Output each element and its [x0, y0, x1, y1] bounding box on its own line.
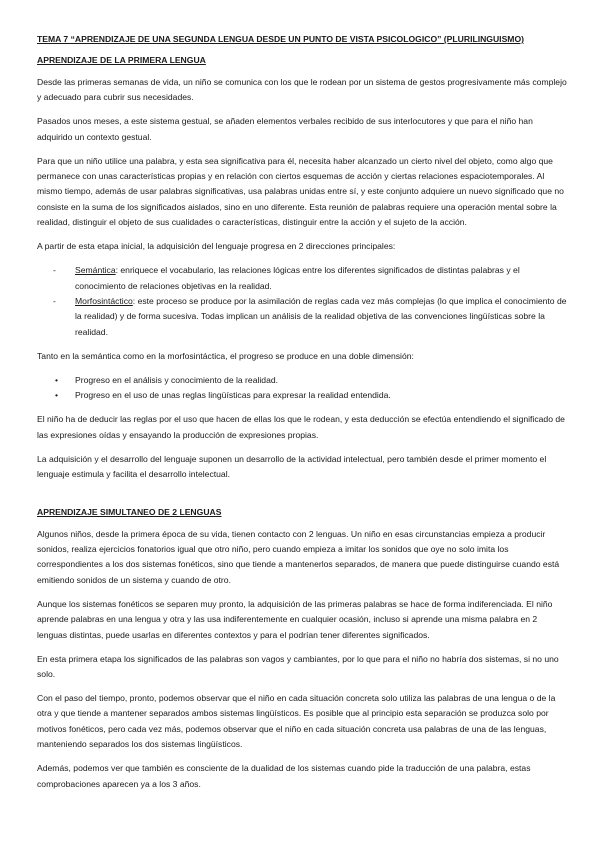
list-item: • Progreso en el uso de unas reglas lingüísticas para expresar la realidad entendida.: [37, 388, 567, 403]
section-heading-simultaneous: APRENDIZAJE SIMULTANEO DE 2 LENGUAS: [37, 507, 222, 518]
list-item-text: : enriquece el vocabulario, las relaciones lógicas entre los diferentes significados de distintas palabras y el conocimiento de relaciones objetivas en la realidad.: [75, 265, 520, 291]
list-item-text: : este proceso se produce por la asimilación de reglas cada vez más complejas (lo que implica el conocimiento de la realidad) y de forma sucesiva. Todas implican un análisis de la realidad objetiva de las convenciones lingüísticas sobre la realidad.: [75, 296, 567, 337]
progress-list: [37, 373, 567, 404]
directions-list: [37, 263, 567, 340]
paragraph: La adquisición y el desarrollo del lenguaje suponen un desarrollo de la actividad intelectual, pero también desde el primer momento el lenguaje estimula y facilita el desarrollo intelectual.: [37, 453, 547, 480]
list-item: • Progreso en el análisis y conocimiento de la realidad.: [37, 373, 567, 388]
paragraph: Además, podemos ver que también es consciente de la dualidad de los sistemas cuando pide la traducción de una palabra, estas comprobaciones aparecen ya a los 3 años.: [37, 763, 531, 789]
section-heading-first-language: APRENDIZAJE DE LA PRIMERA LENGUA: [37, 55, 206, 66]
paragraph: El niño ha de deducir las reglas por el uso que hacen de ellas los que le rodean, y esta deducción se efectúa entendiendo el significado de las expresiones oídas y ensayando la producción de expresiones propias.: [37, 414, 565, 440]
term-morfosintactico: Morfosintáctico: [75, 296, 133, 307]
paragraph: A partir de esta etapa inicial, la adquisición del lenguaje progresa en 2 direcciones principales:: [37, 241, 396, 252]
paragraph: Con el paso del tiempo, pronto, podemos observar que el niño en cada situación concreta solo utiliza las palabras de una lengua o de la otra y que tiende a mantener separados ambos sistemas lingüísticos. Es posible que al principio esta separación se produzca solo por motivos fonéticos, pero cada vez más, podemos observar que el niño en cada situación concreta usa palabras de una de las lenguas, manteniendo separados los dos sistemas lingüísticos.: [37, 692, 556, 750]
paragraph: Aunque los sistemas fonéticos se separen muy pronto, la adquisición de las primeras palabras se hace de forma indiferenciada. El niño aprende palabras en una lengua y otra y las usa indiferentemente en cualquier ocasión, incluso si aprende una misma palabra en 2 lenguas distintas, puede usarlas en diferentes contextos y para el podrían tener diferentes significados.: [37, 598, 553, 640]
document-title: TEMA 7 “APRENDIZAJE DE UNA SEGUNDA LENGUA DESDE UN PUNTO DE VISTA PSICOLOGICO” (PLURILINGUISMO): [37, 34, 525, 44]
paragraph: Tanto en la semántica como en la morfosintáctica, el progreso se produce en una doble dimensión:: [37, 350, 414, 361]
term-semantica: Semántica: [75, 265, 116, 276]
list-item-morfosintactico: [37, 294, 567, 340]
paragraph: Para que un niño utilice una palabra, y esta sea significativa para él, necesita haber alcanzado un cierto nivel del objeto, como algo que permanece con unas características propias y en relación con ciertos esquemas de acción y ciertas relaciones espaciotemporales. Al mismo tiempo, además de usar palabras significativas, usa palabras unidas entre sí, y este conjunto adquiere un nuevo significado que no consiste en la suma de los significados aislados, sino en uno diferente. Esta reunión de palabras requiere una operación mental sobre la realidad, distinguir el objeto de sus cualidades o características, distinguir entre la acción y el sujeto de la acción.: [37, 155, 564, 228]
paragraph: Algunos niños, desde la primera época de su vida, tienen contacto con 2 lenguas. Un niño en esas circunstancias empieza a producir sonidos, realiza ejercicios fonatorios igual que otro niño, pero cuando empieza a imitar los sonidos que oye no solo imita los correspondientes a los dos sistemas fonéticos, sino que tiende a mantenerlos separados, de manera que puede distinguirse cuando está emitiendo sonidos de un sistema y cuando de otro.: [37, 528, 560, 585]
paragraph: Desde las primeras semanas de vida, un niño se comunica con los que le rodean por un sistema de gestos progresivamente más complejo y adecuado para cubrir sus necesidades.: [37, 76, 567, 103]
list-item-semantica: [37, 263, 567, 294]
document-page: [37, 32, 567, 801]
paragraph: En esta primera etapa los significados de las palabras son vagos y cambiantes, por lo que para el niño no habría dos sistemas, si no uno solo.: [37, 653, 559, 679]
paragraph: Pasados unos meses, a este sistema gestual, se añaden elementos verbales recibido de sus interlocutores y que para el niño han adquirido un contexto gestual.: [37, 116, 533, 142]
section-spacer: [37, 491, 567, 505]
